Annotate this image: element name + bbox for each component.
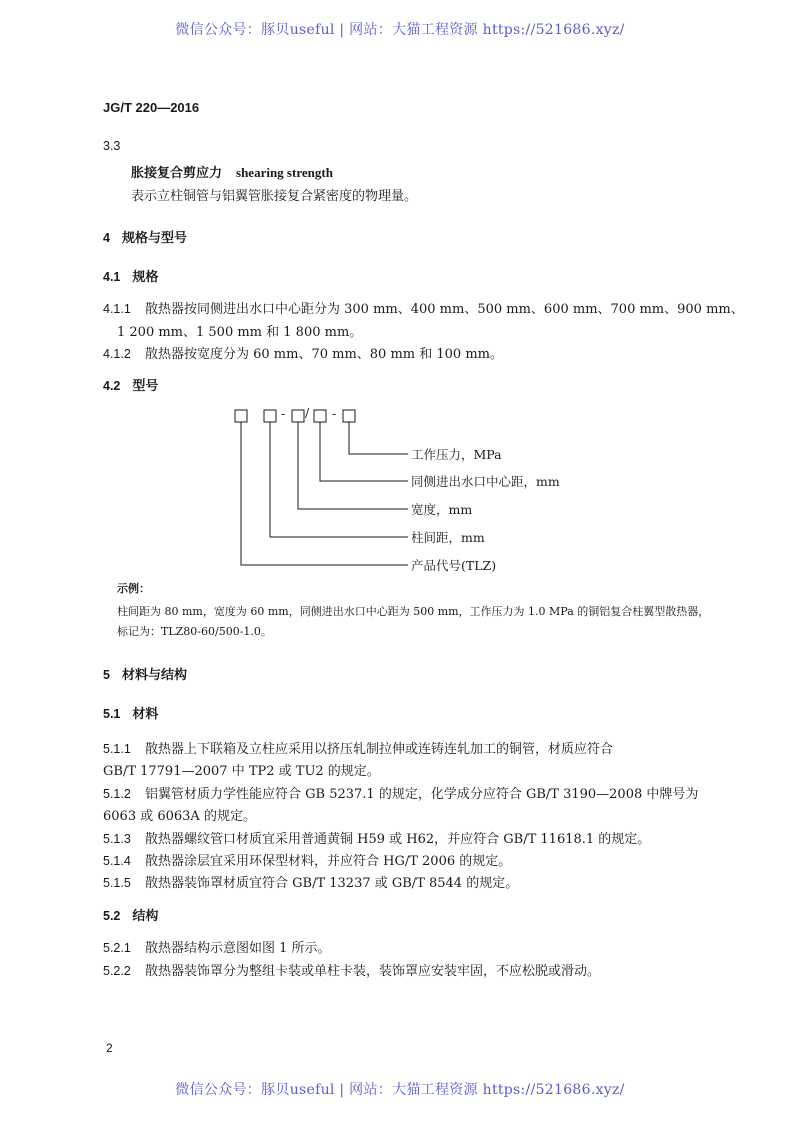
clause-number: 4.1.2 [103, 347, 131, 361]
leader-center-distance [320, 422, 408, 481]
example-title: 示例： [117, 582, 150, 595]
section-title: 型号 [132, 379, 159, 394]
section-number: 5 [103, 668, 110, 682]
clause-5-1-5 [103, 872, 518, 891]
section-title: 规格 [132, 270, 159, 285]
clause-text: 散热器装饰罩材质宜符合 GB/T 13237 或 GB/T 8544 的规定。 [145, 876, 519, 891]
clause-5-1-3 [103, 828, 650, 847]
section-5-2-heading [103, 905, 158, 924]
section-title: 材料与结构 [121, 668, 187, 683]
clause-text: 散热器按宽度分为 60 mm、70 mm、80 mm 和 100 mm。 [145, 347, 503, 362]
clause-number: 5.2.2 [103, 964, 131, 978]
watermark-top: 微信公众号：豚贝useful | 网站：大猫工程资源 https://521686.xyz/ [175, 22, 625, 38]
section-5-heading [103, 664, 187, 683]
clause-text: 散热器涂层宜采用环保型材料，并应符合 HG/T 2006 的规定。 [145, 854, 512, 869]
clause-4-1-1-line2: 1 200 mm、1 500 mm 和 1 800 mm。 [117, 325, 363, 340]
example-line1: 柱间距为 80 mm，宽度为 60 mm，同侧进出水口中心距为 500 mm，工作压力为 1.0 MPa 的铜铝复合柱翼型散热器， [117, 605, 710, 618]
section-number: 5.1 [103, 707, 121, 721]
section-title: 材料 [132, 707, 159, 722]
code-box-product [235, 410, 247, 422]
section-number: 5.2 [103, 909, 121, 923]
leader-column-spacing [270, 422, 408, 537]
section-title: 规格与型号 [121, 231, 187, 246]
section-number: 4.2 [103, 379, 121, 393]
watermark-bottom: 微信公众号：豚贝useful | 网站：大猫工程资源 https://521686.xyz/ [175, 1082, 625, 1098]
clause-3-3-number: 3.3 [103, 139, 121, 153]
section-5-1-heading [103, 703, 158, 722]
leader-pressure [349, 422, 408, 454]
clause-number: 5.1.5 [103, 876, 131, 890]
separator-slash: / [305, 405, 310, 420]
label-width: 宽度，mm [411, 502, 473, 517]
example-line2: 标记为：TLZ80-60/500-1.0。 [117, 625, 272, 638]
separator-dash-1: - [281, 406, 286, 421]
clause-text-line1: 散热器上下联箱及立柱应采用以挤压轧制拉伸或连铸连轧加工的铜管，材质应符合 [145, 742, 614, 757]
clause-number: 5.2.1 [103, 941, 131, 955]
term-cn: 胀接复合剪应力 [131, 166, 223, 181]
clause-text-line1: 散热器按同侧进出水口中心距分为 300 mm、400 mm、500 mm、600 mm、700 mm、900 mm、 [145, 302, 744, 317]
clause-5-1-2-line2: 6063 或 6063A 的规定。 [103, 809, 256, 824]
section-number: 4.1 [103, 270, 121, 284]
leader-product-code [241, 422, 408, 565]
standard-number: JG/T 220—2016 [103, 100, 200, 115]
clause-5-1-4 [103, 850, 511, 869]
clause-number: 4.1.1 [103, 302, 131, 316]
clause-5-1-1-line2: GB/T 17791—2007 中 TP2 或 TU2 的规定。 [103, 764, 380, 779]
code-box-column-spacing [264, 410, 276, 422]
leader-width [298, 422, 408, 509]
section-number: 4 [103, 231, 110, 245]
clause-5-1-2 [103, 783, 698, 802]
section-title: 结构 [132, 909, 159, 924]
term-3-3-definition: 表示立柱铜管与铝翼管胀接复合紧密度的物理量。 [131, 189, 418, 204]
clause-number: 5.1.4 [103, 854, 131, 868]
clause-5-2-2 [103, 960, 600, 979]
clause-number: 5.1.2 [103, 787, 131, 801]
label-column-spacing: 柱间距，mm [411, 530, 485, 545]
clause-text: 散热器装饰罩分为整组卡装或单柱卡装，装饰罩应安装牢固，不应松脱或滑动。 [145, 964, 601, 979]
label-working-pressure: 工作压力，MPa [411, 447, 502, 462]
clause-number: 5.1.1 [103, 742, 131, 756]
label-product-code: 产品代号(TLZ) [411, 558, 497, 573]
clause-text: 散热器螺纹管口材质宜采用普通黄铜 H59 或 H62，并应符合 GB/T 11618.1 的规定。 [145, 832, 651, 847]
code-box-center-distance [314, 410, 326, 422]
term-en: shearing strength [236, 165, 333, 180]
code-box-width [292, 410, 304, 422]
label-center-distance: 同侧进出水口中心距，mm [411, 474, 560, 489]
clause-5-2-1 [103, 937, 331, 956]
page-number: 2 [106, 1041, 113, 1055]
code-box-pressure [343, 410, 355, 422]
clause-number: 5.1.3 [103, 832, 131, 846]
separator-dash-2: - [332, 406, 337, 421]
clause-text: 散热器结构示意图如图 1 所示。 [145, 941, 331, 956]
clause-5-1-1 [103, 738, 613, 757]
clause-text-line1: 铝翼管材质力学性能应符合 GB 5237.1 的规定，化学成分应符合 GB/T 3190—2008 中牌号为 [145, 787, 699, 802]
